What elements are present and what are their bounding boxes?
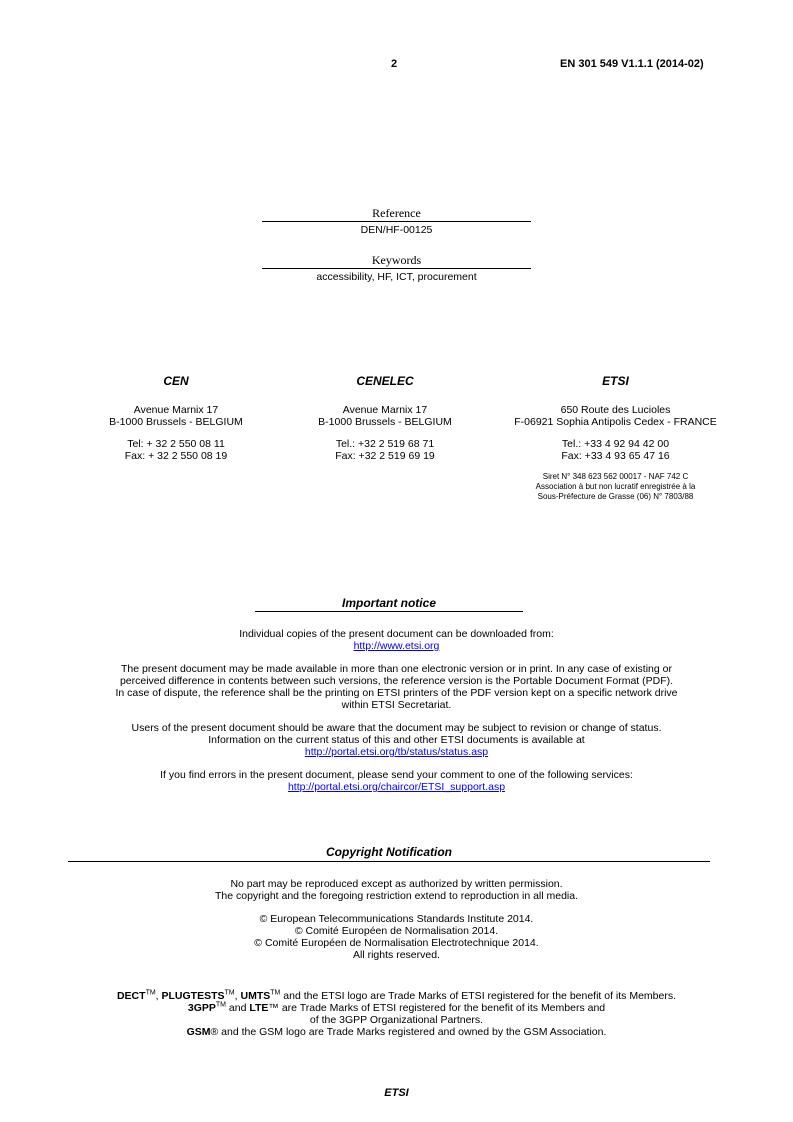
- copyright-body: [0, 878, 793, 961]
- org-address-2: B-1000 Brussels - BELGIUM: [318, 416, 452, 428]
- org-address-2: F-06921 Sophia Antipolis Cedex - FRANCE: [514, 416, 717, 428]
- tm-lte: LTE: [249, 1002, 269, 1014]
- para1-line2: perceived difference in contents between such versions, the reference version is the Portable Document Format (PDF).: [119, 675, 674, 687]
- copyright-etsi: © European Telecommunications Standards Institute 2014.: [259, 913, 534, 925]
- tm-line1-text: and the ETSI logo are Trade Marks of ETSI registered for the benefit of its Members.: [280, 990, 677, 1002]
- reference-label: Reference: [372, 206, 421, 220]
- org-etsi: [493, 374, 738, 502]
- org-address-1: 650 Route des Lucioles: [560, 404, 671, 416]
- tm-line2-text: ™ are Trade Marks of ETSI registered for the benefit of its Members and: [268, 1002, 606, 1014]
- important-notice-body: [0, 628, 793, 793]
- tm-umts: UMTS: [240, 990, 271, 1002]
- para3-line1: If you find errors in the present document, please send your comment to one of the following services:: [160, 769, 633, 781]
- trademark-line-1: DECT™, PLUGTESTS™, UMTS™ and the ETSI logo are Trade Marks of ETSI registered for the benefit of its Members.: [116, 989, 677, 1002]
- org-address-1: Avenue Marnix 17: [133, 404, 219, 416]
- copyright-rule: [68, 861, 710, 862]
- org-cenelec: [270, 374, 500, 462]
- copyright-title: Copyright Notification: [326, 845, 452, 859]
- org-fax: Fax: +32 2 519 69 19: [335, 450, 435, 462]
- org-legal-3: Sous-Préfecture de Grasse (06) N° 7803/88: [537, 492, 694, 501]
- org-tel: Tel: + 32 2 550 08 11: [127, 438, 225, 450]
- important-notice-title: Important notice: [341, 596, 436, 610]
- trademarks: [0, 990, 793, 1038]
- org-cen: [61, 374, 291, 462]
- document-id: EN 301 549 V1.1.1 (2014-02): [560, 58, 704, 70]
- org-fax: Fax: +33 4 93 65 47 16: [561, 450, 670, 462]
- org-legal-1: Siret N° 348 623 562 00017 - NAF 742 C: [542, 472, 689, 481]
- status-link[interactable]: http://portal.etsi.org/tb/status/status.asp: [304, 746, 489, 758]
- org-tel: Tel.: +33 4 92 94 42 00: [561, 438, 670, 450]
- keywords-rule: [262, 268, 531, 269]
- copyright-line-1: No part may be reproduced except as authorized by written permission.: [230, 878, 563, 890]
- para2-line1: Users of the present document should be aware that the document may be subject to revision or change of status.: [131, 722, 662, 734]
- org-name: ETSI: [602, 374, 629, 388]
- tm-mark: TM: [145, 989, 156, 997]
- org-tel: Tel.: +32 2 519 68 71: [335, 438, 435, 450]
- copyright-cenelec: © Comité Européen de Normalisation Electrotechnique 2014.: [254, 937, 539, 949]
- etsi-website-link[interactable]: http://www.etsi.org: [353, 640, 440, 652]
- reference-rule: [262, 221, 531, 222]
- tm-mark: TM: [215, 1001, 226, 1009]
- download-text: Individual copies of the present document can be downloaded from:: [239, 628, 554, 640]
- tm-3gpp: 3GPP: [187, 1002, 216, 1014]
- org-fax: Fax: + 32 2 550 08 19: [124, 450, 228, 462]
- org-name: CEN: [163, 374, 189, 388]
- tm-plugtests: PLUGTESTS: [161, 990, 225, 1002]
- trademark-line-2: [0, 1002, 793, 1014]
- keywords-label: Keywords: [371, 253, 422, 267]
- reference-value: DEN/HF-00125: [360, 224, 433, 236]
- copyright-line-2: The copyright and the foregoing restriction extend to reproduction in all media.: [214, 890, 579, 902]
- important-notice-rule: [255, 611, 523, 612]
- tm-line4-text: ® and the GSM logo are Trade Marks registered and owned by the GSM Association.: [210, 1026, 607, 1038]
- tm-dect: DECT: [116, 990, 146, 1002]
- tm-gsm: GSM: [186, 1026, 211, 1038]
- para2-line2: Information on the current status of this and other ETSI documents is available at: [208, 734, 585, 746]
- para1-line3: In case of dispute, the reference shall be the printing on ETSI printers of the PDF version kept on a specific network drive: [115, 687, 678, 699]
- tm-mark: TM: [270, 989, 281, 997]
- tm-and: and: [225, 1002, 250, 1014]
- copyright-cen: © Comité Européen de Normalisation 2014.: [294, 925, 499, 937]
- copyright-rights: All rights reserved.: [353, 949, 440, 961]
- trademark-line-4: [0, 1026, 793, 1038]
- support-link[interactable]: http://portal.etsi.org/chaircor/ETSI_support.asp: [287, 781, 506, 793]
- para1-line4: within ETSI Secretariat.: [341, 699, 452, 711]
- footer-etsi: ETSI: [384, 1087, 409, 1099]
- para1-line1: The present document may be made available in more than one electronic version or in print. In any case of existing or: [121, 663, 672, 675]
- keywords-value: accessibility, HF, ICT, procurement: [316, 271, 477, 283]
- org-legal-2: Association à but non lucratif enregistrée à la: [535, 482, 696, 491]
- page-number: 2: [391, 58, 398, 70]
- org-address-2: B-1000 Brussels - BELGIUM: [109, 416, 243, 428]
- org-address-1: Avenue Marnix 17: [342, 404, 428, 416]
- org-name: CENELEC: [356, 374, 414, 388]
- tm-mark: TM: [224, 989, 235, 997]
- trademark-line-3: of the 3GPP Organizational Partners.: [309, 1014, 484, 1026]
